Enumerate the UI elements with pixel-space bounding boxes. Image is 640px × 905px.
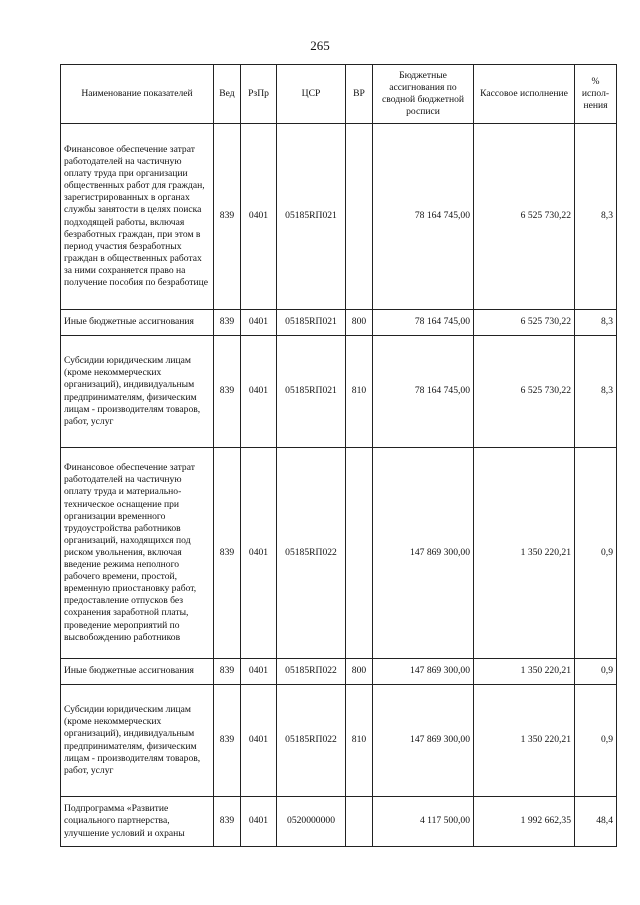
row-name: Подпрограмма «Развитие социального партнерства, улучшение условий и охраны: [61, 797, 214, 847]
table-row: [61, 336, 617, 448]
row-name: Субсидии юридическим лицам (кроме некоммерческих организаций), индивидуальным предпринимателям, физическим лицам - производителям товаров, работ, услуг: [61, 685, 214, 797]
row-rzpr: 0401: [241, 336, 277, 448]
row-budget: 78 164 745,00: [373, 124, 474, 310]
row-name: Финансовое обеспечение затрат работодателей на частичную оплату труда при организации общественных работ для граждан, зарегистрированных в органах службы занятости в целях поиска подходящей работы, включая безработных граждан, при этом в период участия безработных граждан в общественных работах за ними сохраняется право на получение пособия по безработице: [61, 124, 214, 310]
row-name: Иные бюджетные ассигнования: [61, 310, 214, 336]
row-pct: 48,4: [575, 797, 617, 847]
header-ved: Вед: [214, 65, 241, 124]
row-csr: 05185RП021: [277, 310, 346, 336]
row-rzpr: 0401: [241, 685, 277, 797]
row-name: Субсидии юридическим лицам (кроме некоммерческих организаций), индивидуальным предпринимателям, физическим лицам - производителям товаров, работ, услуг: [61, 336, 214, 448]
header-pct: % испол-нения: [575, 65, 617, 124]
row-csr: 05185RП022: [277, 448, 346, 659]
table-row: [61, 797, 617, 847]
row-vr: [346, 448, 373, 659]
row-name: Иные бюджетные ассигнования: [61, 659, 214, 685]
table-header-row: [61, 65, 617, 124]
table-row: [61, 124, 617, 310]
row-csr: 0520000000: [277, 797, 346, 847]
table-row: [61, 448, 617, 659]
row-ved: 839: [214, 797, 241, 847]
row-budget: 4 117 500,00: [373, 797, 474, 847]
row-csr: 05185RП022: [277, 685, 346, 797]
row-ved: 839: [214, 685, 241, 797]
row-rzpr: 0401: [241, 797, 277, 847]
table-row: [61, 685, 617, 797]
row-cash: 1 350 220,21: [474, 659, 575, 685]
row-cash: 1 350 220,21: [474, 448, 575, 659]
row-budget: 147 869 300,00: [373, 659, 474, 685]
row-vr: 800: [346, 310, 373, 336]
header-name: Наименование показателей: [61, 65, 214, 124]
row-csr: 05185RП022: [277, 659, 346, 685]
table-row: [61, 659, 617, 685]
row-cash: 1 350 220,21: [474, 685, 575, 797]
table-row: [61, 310, 617, 336]
header-csr: ЦСР: [277, 65, 346, 124]
row-cash: 6 525 730,22: [474, 124, 575, 310]
row-cash: 1 992 662,35: [474, 797, 575, 847]
row-pct: 0,9: [575, 685, 617, 797]
row-ved: 839: [214, 310, 241, 336]
row-pct: 0,9: [575, 659, 617, 685]
row-rzpr: 0401: [241, 448, 277, 659]
header-cash: Кассовое исполнение: [474, 65, 575, 124]
row-budget: 147 869 300,00: [373, 685, 474, 797]
row-budget: 147 869 300,00: [373, 448, 474, 659]
row-ved: 839: [214, 659, 241, 685]
row-csr: 05185RП021: [277, 124, 346, 310]
row-vr: 810: [346, 685, 373, 797]
header-vr: ВР: [346, 65, 373, 124]
row-rzpr: 0401: [241, 310, 277, 336]
page-number: 265: [310, 38, 330, 53]
budget-table: [60, 64, 617, 847]
row-ved: 839: [214, 336, 241, 448]
header-rzpr: РзПр: [241, 65, 277, 124]
row-rzpr: 0401: [241, 124, 277, 310]
row-pct: 8,3: [575, 124, 617, 310]
row-vr: [346, 797, 373, 847]
row-name: Финансовое обеспечение затрат работодателей на частичную оплату труда и материально-техническое оснащение при организации временного трудоустройства работников организаций, находящихся под риском увольнения, включая введение режима неполного рабочего времени, простой, временную приостановку работ, предоставление отпусков без сохранения заработной платы, проведение мероприятий по высвобождению работников: [61, 448, 214, 659]
row-ved: 839: [214, 448, 241, 659]
row-vr: 800: [346, 659, 373, 685]
row-cash: 6 525 730,22: [474, 310, 575, 336]
row-pct: 8,3: [575, 336, 617, 448]
row-vr: [346, 124, 373, 310]
row-ved: 839: [214, 124, 241, 310]
row-cash: 6 525 730,22: [474, 336, 575, 448]
row-budget: 78 164 745,00: [373, 336, 474, 448]
row-rzpr: 0401: [241, 659, 277, 685]
row-budget: 78 164 745,00: [373, 310, 474, 336]
header-budget: Бюджетные ассигнования по сводной бюджетной росписи: [373, 65, 474, 124]
row-vr: 810: [346, 336, 373, 448]
row-pct: 0,9: [575, 448, 617, 659]
row-pct: 8,3: [575, 310, 617, 336]
row-csr: 05185RП021: [277, 336, 346, 448]
